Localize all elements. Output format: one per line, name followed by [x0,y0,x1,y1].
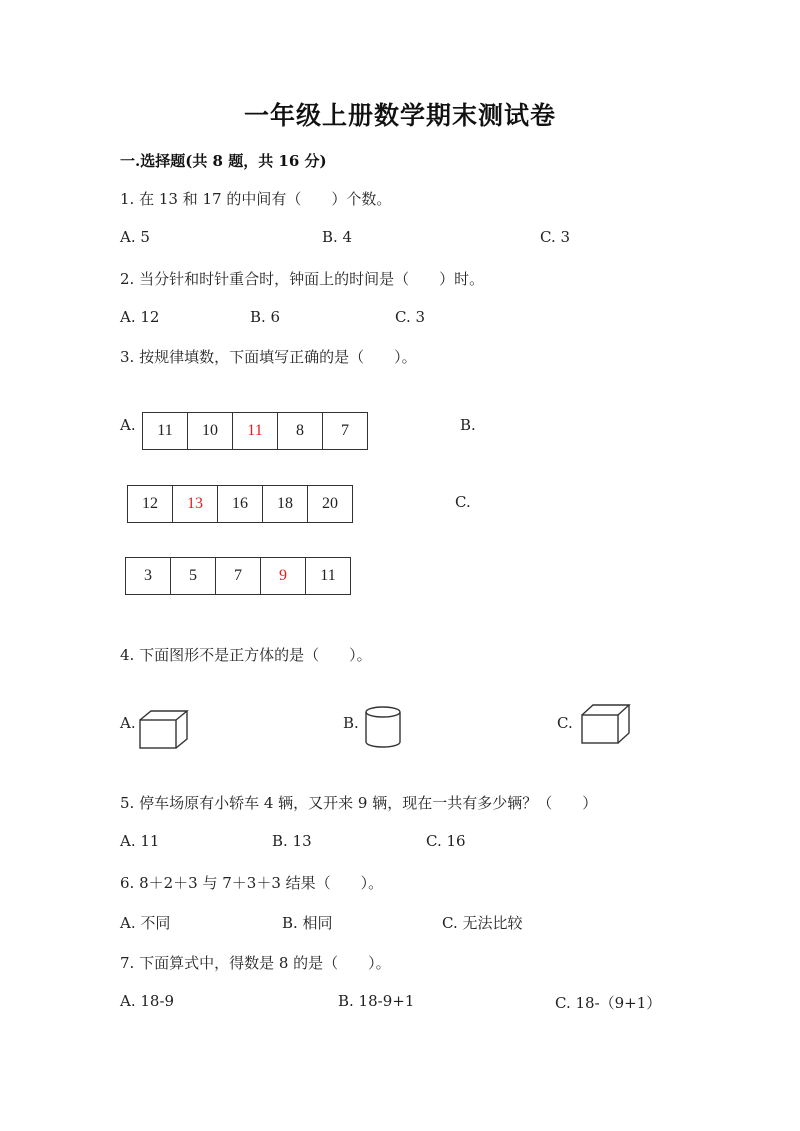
number-cell: 12 [128,486,173,522]
q1-option-b[interactable]: B. 4 [322,228,353,246]
number-cell: 3 [126,558,171,594]
question-4: 4. 下面图形不是正方体的是（ ）。 [120,646,372,664]
q5-option-b[interactable]: B. 13 [272,832,312,850]
section-heading: 一.选择题(共 8 题，共 16 分) [120,152,327,170]
q7-option-a[interactable]: A. 18-9 [120,992,175,1010]
q6-option-c[interactable]: C. 无法比较 [442,914,523,932]
number-cell: 10 [188,413,233,449]
question-6: 6. 8＋2＋3 与 7＋3＋3 结果（ ）。 [120,874,384,892]
cube-icon [580,703,632,745]
q1-option-c[interactable]: C. 3 [540,228,571,246]
number-cell: 5 [171,558,216,594]
q7-option-c[interactable]: C. 18-（9+1） [555,994,662,1012]
q3-option-b[interactable]: B. [460,416,476,434]
cube-icon [138,708,190,750]
number-cell: 16 [218,486,263,522]
number-cell: 8 [278,413,323,449]
q2-option-c[interactable]: C. 3 [395,308,426,326]
number-cell: 7 [216,558,261,594]
number-cell: 20 [322,495,338,512]
number-cell: 11 [233,413,278,449]
q5-option-a[interactable]: A. 11 [120,832,160,850]
number-cell: 18 [263,486,308,522]
q6-option-b[interactable]: B. 相同 [282,914,333,932]
question-1: 1. 在 13 和 17 的中间有（ ）个数。 [120,190,392,208]
question-3: 3. 按规律填数，下面填写正确的是（ ）。 [120,348,417,366]
q6-option-a[interactable]: A. 不同 [120,914,171,932]
q2-option-a[interactable]: A. 12 [120,308,160,326]
q3-row-a [142,412,368,450]
question-5: 5. 停车场原有小轿车 4 辆，又开来 9 辆，现在一共有多少辆？（ ） [120,794,598,812]
page-title: 一年级上册数学期末测试卷 [243,101,556,130]
q1-option-a[interactable]: A. 5 [120,228,150,246]
cylinder-icon [362,704,404,750]
question-2: 2. 当分针和时针重合时，钟面上的时间是（ ）时。 [120,270,485,288]
q3-option-c[interactable]: C. [455,493,471,511]
q2-option-b[interactable]: B. 6 [250,308,281,326]
q7-option-b[interactable]: B. 18-9+1 [338,992,415,1010]
q4-option-c[interactable]: C. [557,714,573,732]
number-cell: 11 [143,413,188,449]
number-cell: 9 [261,558,306,594]
q3-row-b [127,485,353,523]
q3-option-a[interactable]: A. [120,416,136,434]
question-7: 7. 下面算式中，得数是 8 的是（ ）。 [120,954,391,972]
q4-option-b[interactable]: B. [343,714,359,732]
number-cell: 11 [320,567,336,584]
number-cell: 13 [173,486,218,522]
q4-option-a[interactable]: A. [120,714,136,732]
q5-option-c[interactable]: C. 16 [426,832,466,850]
q3-row-c [125,557,351,595]
number-cell: 7 [341,422,349,439]
